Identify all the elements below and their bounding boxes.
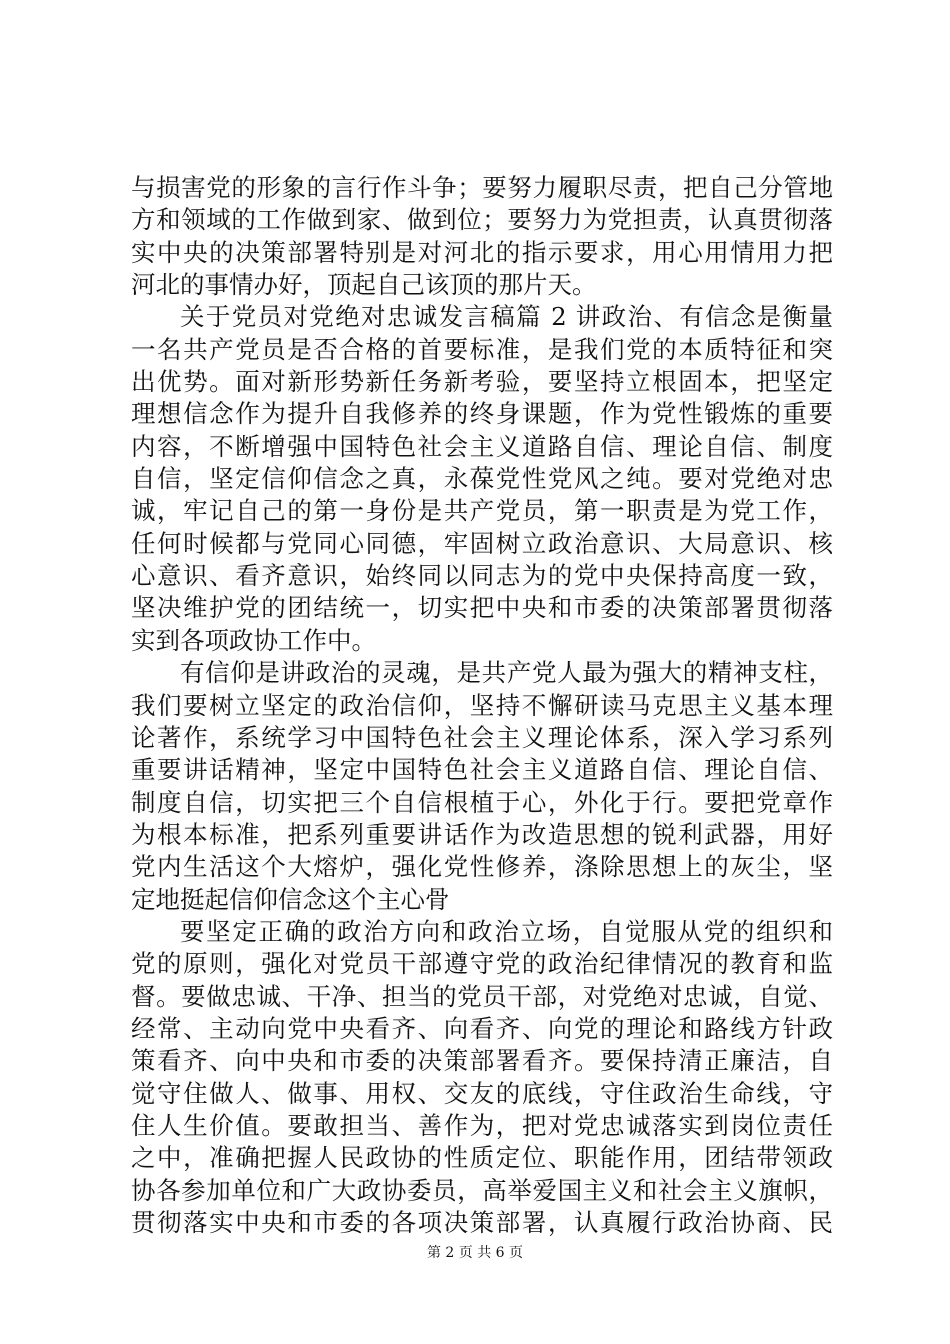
text-line: 定地挺起信仰信念这个主心骨 xyxy=(131,884,450,914)
text-line: 党内生活这个大熔炉，强化党性修养，涤除思想上的灰尘，坚 xyxy=(131,852,833,882)
text-line: 为根本标准，把系列重要讲话作为改造思想的锐利武器，用好 xyxy=(131,819,833,849)
text-line: 方和领域的工作做到家、做到位；要努力为党担责，认真贯彻落 xyxy=(131,205,833,235)
text-line: 党的原则，强化对党员干部遵守党的政治纪律情况的教育和监 xyxy=(131,949,833,979)
text-line: 关于党员对党绝对忠诚发言稿篇 2 讲政治、有信念是衡量 xyxy=(180,302,833,332)
text-line: 制度自信，切实把三个自信根植于心，外化于行。要把党章作 xyxy=(131,787,833,817)
text-line: 出优势。面对新形势新任务新考验，要坚持立根固本，把坚定 xyxy=(131,367,833,397)
text-line: 坚决维护党的团结统一，切实把中央和市委的决策部署贯彻落 xyxy=(131,593,833,623)
text-line: 经常、主动向党中央看齐、向看齐、向党的理论和路线方针政 xyxy=(131,1013,833,1043)
text-line: 要坚定正确的政治方向和政治立场，自觉服从党的组织和 xyxy=(180,916,833,946)
text-line: 心意识、看齐意识，始终同以同志为的党中央保持高度一致， xyxy=(131,561,833,591)
text-line: 实到各项政协工作中。 xyxy=(131,625,376,655)
text-line: 之中，准确把握人民政协的性质定位、职能作用，团结带领政 xyxy=(131,1143,833,1173)
text-line: 贯彻落实中央和市委的各项决策部署，认真履行政治协商、民 xyxy=(131,1208,833,1237)
text-line: 实中央的决策部署特别是对河北的指示要求，用心用情用力把 xyxy=(131,237,833,267)
text-line: 理想信念作为提升自我修养的终身课题，作为党性锻炼的重要 xyxy=(131,399,833,429)
text-line: 重要讲话精神，坚定中国特色社会主义道路自信、理论自信、 xyxy=(131,755,833,785)
text-line: 河北的事情办好，顶起自己该顶的那片天。 xyxy=(131,270,597,300)
text-line: 论著作，系统学习中国特色社会主义理论体系，深入学习系列 xyxy=(131,722,833,752)
text-line: 自信，坚定信仰信念之真，永葆党性党风之纯。要对党绝对忠 xyxy=(131,464,833,494)
page-number-footer: 第 2 页 共 6 页 xyxy=(426,1245,524,1261)
text-line: 住人生价值。要敢担当、善作为，把对党忠诚落实到岗位责任 xyxy=(131,1110,833,1140)
text-line: 督。要做忠诚、干净、担当的党员干部，对党绝对忠诚，自觉、 xyxy=(131,981,833,1011)
text-line: 觉守住做人、做事、用权、交友的底线，守住政治生命线，守 xyxy=(131,1078,833,1108)
text-line: 任何时候都与党同心同德，牢固树立政治意识、大局意识、核 xyxy=(131,528,833,558)
text-line: 协各参加单位和广大政协委员，高举爱国主义和社会主义旗帜， xyxy=(131,1175,833,1205)
document-body xyxy=(131,172,833,1239)
text-line: 有信仰是讲政治的灵魂，是共产党人最为强大的精神支柱， xyxy=(180,658,833,688)
text-line: 内容，不断增强中国特色社会主义道路自信、理论自信、制度 xyxy=(131,431,833,461)
text-line: 一名共产党员是否合格的首要标准，是我们党的本质特征和突 xyxy=(131,334,833,364)
text-line: 与损害党的形象的言行作斗争；要努力履职尽责，把自己分管地 xyxy=(131,173,833,202)
text-line: 我们要树立坚定的政治信仰，坚持不懈研读马克思主义基本理 xyxy=(131,690,833,720)
text-line: 策看齐、向中央和市委的决策部署看齐。要保持清正廉洁，自 xyxy=(131,1046,833,1076)
text-line: 诚，牢记自己的第一身份是共产党员，第一职责是为党工作， xyxy=(131,496,833,526)
